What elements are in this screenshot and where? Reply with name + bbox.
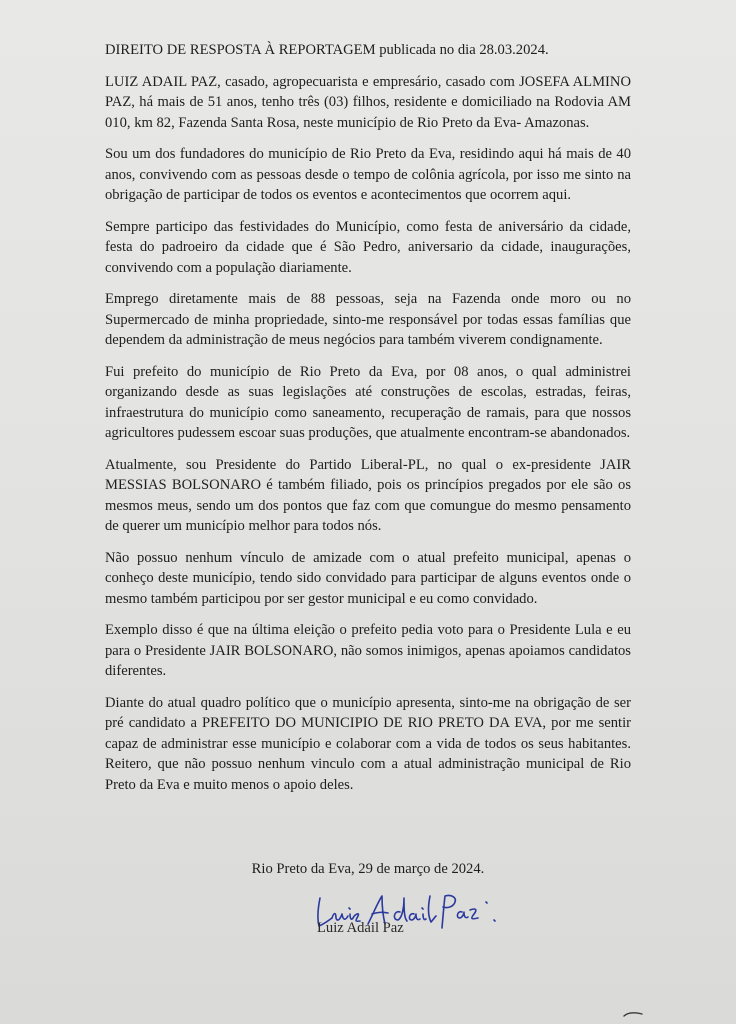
paragraph-founder: Sou um dos fundadores do município de Rio Preto da Eva, residindo aqui há mais de 40 anos, convivendo com as pessoas desde o tempo de colônia agrícola, por isso me sinto na obrigação de participar de todos os eventos e acontecimentos que ocorrem aqui. [105,146,631,203]
paragraph-no-ties: Não possuo nenhum vínculo de amizade com o atual prefeito municipal, apenas o conheço deste município, tendo sido convidado para participar de alguns eventos onde o mesmo também participou por ser gestor municipal e eu como convidado. [105,549,631,607]
paragraph-festivities: Sempre participo das festividades do Município, como festa de aniversário da cidade, festa do padroeiro da cidade que é São Pedro, aniversario da cidade, inaugurações, convivendo com a população diariamente. [105,218,631,276]
place-and-date: Rio Preto da Eva, 29 de março de 2024. [251,861,485,877]
paragraph-employment: Emprego diretamente mais de 88 pessoas, seja na Fazenda onde moro ou no Supermercado de minha propriedade, sinto-me responsável por todas essas famílias que dependem da administração de meus negócios para também viverem condignamente. [105,291,631,348]
paragraph-identification: LUIZ ADAIL PAZ, casado, agropecuarista e empresário, casado com JOSEFA ALMINO PAZ, há mais de 51 anos, tenho três (03) filhos, residente e domiciliado na Rodovia AM 010, km 82, Fazenda Santa Rosa, neste município de Rio Preto da Eva- Amazonas. [105,73,631,131]
paragraph-former-mayor: Fui prefeito do município de Rio Preto da Eva, por 08 anos, o qual administrei organizando desde as suas legislações até construções de escolas, estradas, feiras, infraestrutura do município como saneamento, recuperação de ramais, para que nossos agricultores pudessem escoar suas produções, que atualmente encontram-se abandonados. [105,363,631,441]
signer-name: Luiz Adail Paz [317,920,404,936]
paragraph-party: Atualmente, sou Presidente do Partido Liberal-PL, no qual o ex-presidente JAIR MESSIAS BOLSONARO é também filiado, pois os princípios pregados por ele são os mesmos meus, sendo um dos pontos que faz com que comungue do mesmo pensamento de querer um município melhor para todos nós. [105,456,631,534]
paragraph-election-example: Exemplo disso é que na última eleição o prefeito pedia voto para o Presidente Lula e eu para o Presidente JAIR BOLSONARO, não somos inimigos, apenas apoiamos candidatos diferentes. [105,622,631,679]
document-body [105,40,631,806]
document-heading: DIREITO DE RESPOSTA À REPORTAGEM publicada no dia 28.03.2024. [105,42,549,58]
scan-mark [622,1010,644,1018]
paragraph-candidacy: Diante do atual quadro político que o município apresenta, sinto-me na obrigação de ser pré candidato a PREFEITO DO MUNICIPIO DE RIO PRETO DA EVA, por me sentir capaz de administrar esse município e colaborar com a vida de todos os seus habitantes. Reitero, que não possuo nenhum vinculo com a atual administração municipal de Rio Preto da Eva e muito menos o apoio deles. [105,694,631,793]
